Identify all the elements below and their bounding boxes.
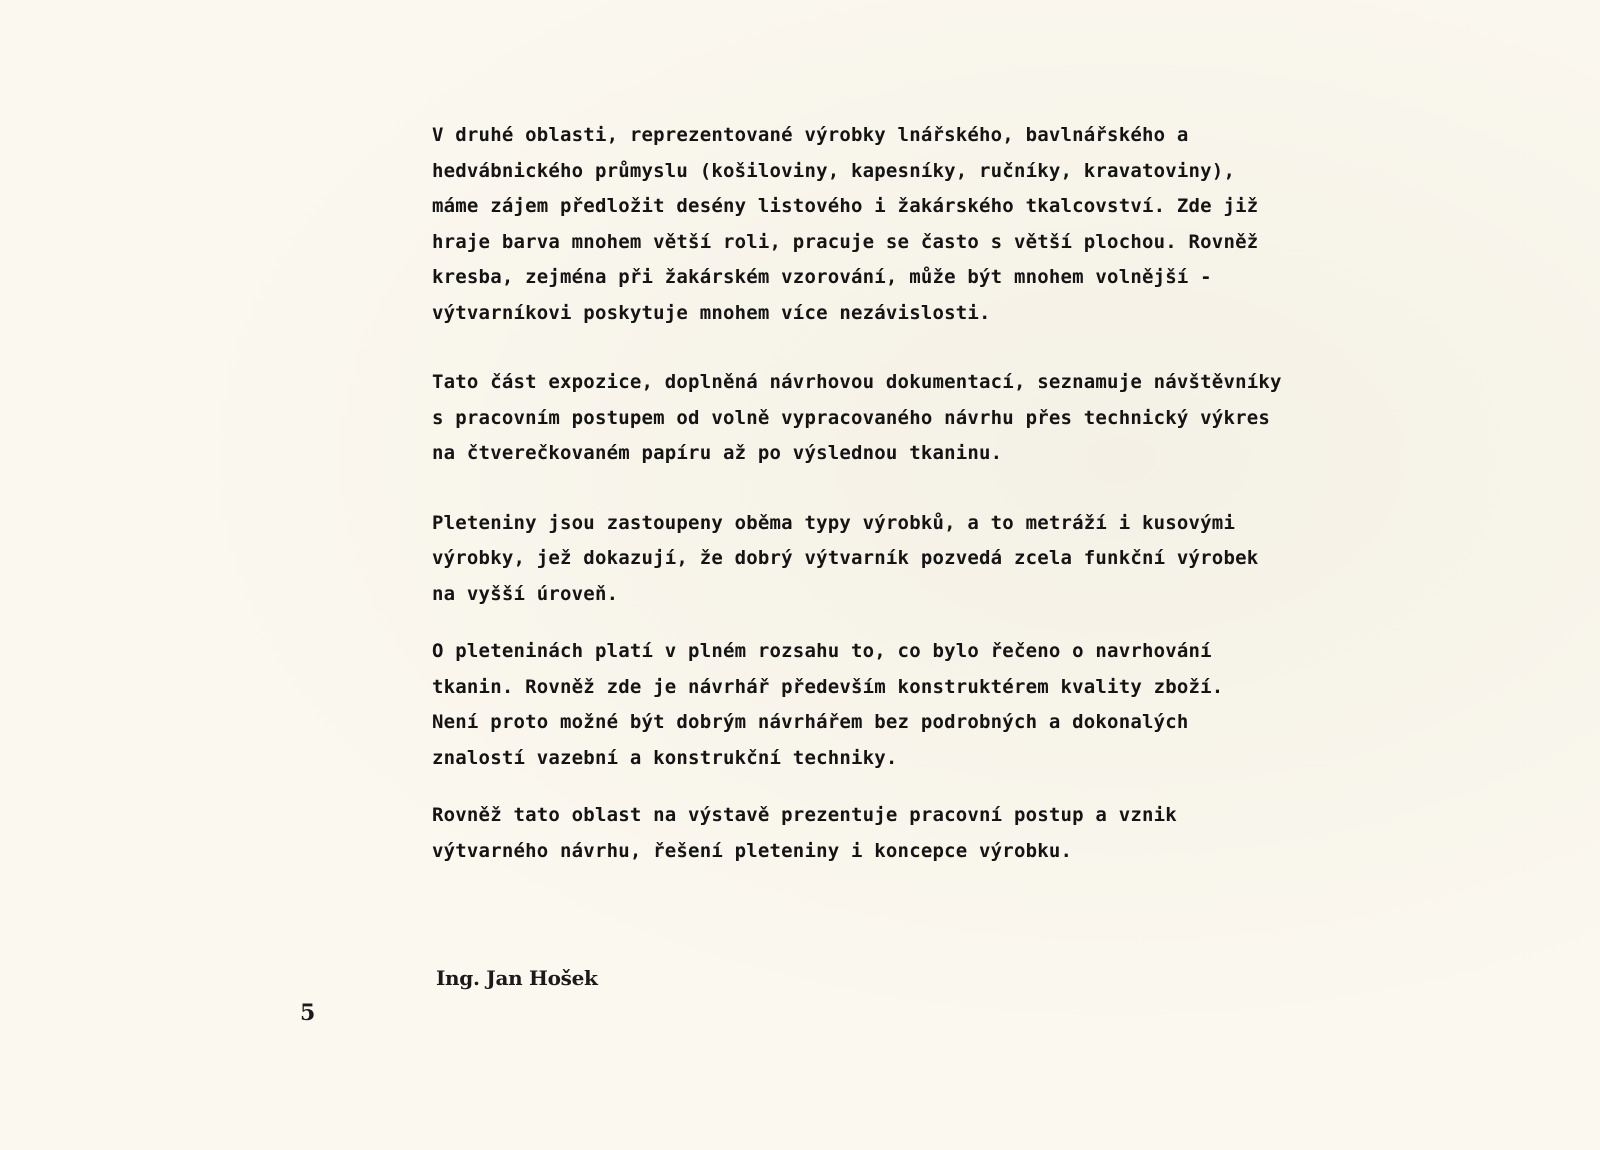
text-line: na vyšší úroveň. [432,582,619,605]
text-line: Není proto možné být dobrým návrhářem bez podrobných a dokonalých [432,711,1189,733]
text-line: Pleteniny jsou zastoupeny oběma typy výrobků, a to metráží i kusovými [432,511,1236,534]
page-number: 5 [300,1000,316,1026]
text-line: výrobky, jež dokazují, že dobrý výtvarník pozvedá zcela funkční výrobek [432,547,1259,569]
text-line: s pracovním postupem od volně vypracovaného návrhu přes technický výkres [432,406,1271,429]
text-line: Rovněž tato oblast na výstavě prezentuje pracovní postup a vznik [432,804,1177,826]
author-signature: Ing. Jan Hošek [436,966,598,990]
text-line: O pleteninách platí v plném rozsahu to, co bylo řečeno o navrhování [432,640,1212,662]
text-line: znalostí vazební a konstrukční techniky. [432,746,898,769]
document-body [432,118,1492,869]
text-line: tkanin. Rovněž zde je návrhář především konstruktérem kvality zboží. [432,675,1224,698]
text-line: výtvarníkovi poskytuje mnohem více nezávislosti. [432,301,991,324]
paragraph-1 [432,118,1492,331]
text-line: máme zájem předložit desény listového i žakárského tkalcovství. Zde již [432,195,1259,217]
paragraph-3 [432,506,1492,613]
text-line: hraje barva mnohem větší roli, pracuje se často s větší plochou. Rovněž [432,230,1259,253]
paragraph-4 [432,634,1492,776]
text-line: V druhé oblasti, reprezentované výrobky lnářského, bavlnářského a [432,124,1189,146]
text-line: Tato část expozice, doplněná návrhovou dokumentací, seznamuje návštěvníky [432,371,1282,393]
text-line: hedvábnického průmyslu (košiloviny, kapesníky, ručníky, kravatoviny), [432,159,1236,182]
paragraph-5 [432,798,1492,869]
text-line: výtvarného návrhu, řešení pleteniny i koncepce výrobku. [432,839,1073,862]
text-line: kresba, zejména při žakárském vzorování, může být mnohem volnější - [432,266,1212,288]
text-line: na čtverečkovaném papíru až po výslednou tkaninu. [432,442,1003,464]
paragraph-2 [432,365,1492,472]
